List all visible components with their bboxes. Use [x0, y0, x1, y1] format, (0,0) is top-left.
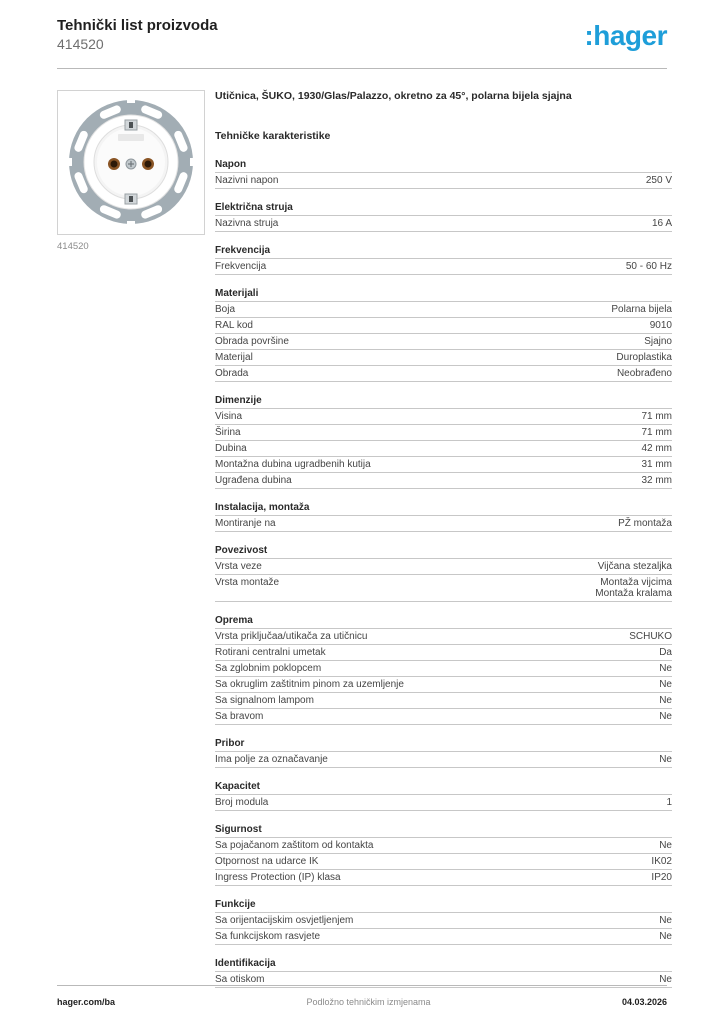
page-footer — [57, 997, 667, 1007]
spec-row — [215, 929, 672, 945]
spec-row-label: Otpornost na udarce IK — [215, 856, 319, 867]
spec-row-value: Ne — [659, 695, 672, 706]
spec-section-title: Električna struja — [215, 202, 672, 216]
spec-row-label: Sa okruglim zaštitnim pinom za uzemljenje — [215, 679, 404, 690]
spec-section-title: Instalacija, montaža — [215, 502, 672, 516]
spec-section — [215, 824, 672, 886]
spec-section-title: Oprema — [215, 615, 672, 629]
spec-row-label: Sa zglobnim poklopcem — [215, 663, 322, 674]
spec-row — [215, 216, 672, 232]
spec-row-label: Vrsta veze — [215, 561, 262, 572]
spec-row-label: Širina — [215, 427, 241, 438]
spec-row-value: SCHUKO — [629, 631, 672, 642]
spec-section-title: Kapacitet — [215, 781, 672, 795]
spec-section-title: Funkcije — [215, 899, 672, 913]
spec-row — [215, 559, 672, 575]
spec-section — [215, 958, 672, 988]
spec-row — [215, 350, 672, 366]
spec-row — [215, 709, 672, 725]
spec-row — [215, 334, 672, 350]
spec-row-label: Nazivna struja — [215, 218, 279, 229]
spec-row-label: Frekvencija — [215, 261, 267, 272]
footer-notice: Podložno tehničkim izmjenama — [306, 997, 431, 1007]
spec-row-label: Obrada površine — [215, 336, 289, 347]
spec-row-value: Duroplastika — [616, 352, 672, 363]
spec-row — [215, 752, 672, 768]
spec-row-label: Broj modula — [215, 797, 269, 808]
spec-section-title: Napon — [215, 159, 672, 173]
spec-section-title: Dimenzije — [215, 395, 672, 409]
spec-section-title: Povezivost — [215, 545, 672, 559]
spec-row — [215, 661, 672, 677]
spec-row — [215, 854, 672, 870]
spec-row-label: Vrsta priključaa/utikača za utičnicu — [215, 631, 368, 642]
spec-row-label: Sa pojačanom zaštitom od kontakta — [215, 840, 374, 851]
spec-row-value: Ne — [659, 679, 672, 690]
spec-row-value: 9010 — [649, 320, 672, 331]
spec-section — [215, 899, 672, 945]
spec-row — [215, 838, 672, 854]
spec-row-value: IP20 — [651, 872, 672, 883]
spec-row — [215, 441, 672, 457]
spec-section — [215, 395, 672, 489]
footer-website: hager.com/ba — [57, 997, 116, 1007]
spec-row-label: Ugrađena dubina — [215, 475, 292, 486]
spec-section-title: Sigurnost — [215, 824, 672, 838]
footer-divider — [57, 985, 667, 986]
footer-date: 04.03.2026 — [621, 997, 667, 1007]
spec-row-label: Materijal — [215, 352, 253, 363]
document-product-number: 414520 — [57, 36, 104, 52]
spec-section — [215, 502, 672, 532]
spec-row — [215, 516, 672, 532]
spec-row-value: 16 A — [651, 218, 672, 229]
product-image-frame — [57, 90, 205, 235]
spec-row-value: 71 mm — [641, 411, 672, 422]
spec-sections — [215, 159, 672, 988]
schuko-socket-image — [61, 94, 201, 231]
spec-row-value: Ne — [659, 754, 672, 765]
spec-section — [215, 288, 672, 382]
spec-row — [215, 425, 672, 441]
spec-row-label: Ingress Protection (IP) klasa — [215, 872, 341, 883]
spec-row — [215, 457, 672, 473]
spec-row-value: 1 — [666, 797, 672, 808]
spec-section-title: Materijali — [215, 288, 672, 302]
spec-section — [215, 738, 672, 768]
spec-row-value: Ne — [659, 840, 672, 851]
spec-row-value: PŽ montaža — [618, 518, 672, 529]
characteristics-heading: Tehničke karakteristike — [215, 130, 331, 142]
spec-row — [215, 302, 672, 318]
spec-row-label: Rotirani centralni umetak — [215, 647, 326, 658]
spec-section-title: Pribor — [215, 738, 672, 752]
spec-row-value: Sjajno — [644, 336, 672, 347]
spec-row-label: Nazivni napon — [215, 175, 279, 186]
spec-row — [215, 318, 672, 334]
spec-row-label: Boja — [215, 304, 236, 315]
spec-row — [215, 677, 672, 693]
spec-row-label: Sa otiskom — [215, 974, 265, 985]
spec-row-label: Visina — [215, 411, 243, 422]
spec-section — [215, 781, 672, 811]
header-divider — [57, 68, 667, 69]
spec-row — [215, 409, 672, 425]
spec-row-label: Obrada — [215, 368, 249, 379]
spec-row — [215, 629, 672, 645]
spec-row-value: Da — [659, 647, 672, 658]
spec-row — [215, 870, 672, 886]
spec-row-value: 71 mm — [641, 427, 672, 438]
spec-row-value: Ne — [659, 974, 672, 985]
product-image-caption: 414520 — [57, 241, 89, 252]
spec-row-value: Neobrađeno — [616, 368, 672, 379]
spec-section — [215, 245, 672, 275]
spec-row-label: Ima polje za označavanje — [215, 754, 328, 765]
spec-section-title: Frekvencija — [215, 245, 672, 259]
spec-row-value: Ne — [659, 915, 672, 926]
content — [57, 90, 672, 1001]
spec-row-value: 31 mm — [641, 459, 672, 470]
spec-row-value: Vijčana stezaljka — [597, 561, 672, 572]
spec-row-value: Polarna bijela — [611, 304, 672, 315]
spec-section-title: Identifikacija — [215, 958, 672, 972]
spec-row-value: IK02 — [651, 856, 672, 867]
spec-row — [215, 693, 672, 709]
spec-row — [215, 473, 672, 489]
spec-section — [215, 615, 672, 725]
spec-row — [215, 795, 672, 811]
document-title: Tehnički list proizvoda — [57, 17, 218, 34]
spec-row-value: 250 V — [645, 175, 672, 186]
spec-section — [215, 159, 672, 189]
spec-row — [215, 913, 672, 929]
spec-column — [215, 90, 672, 1001]
spec-row-label: Sa signalnom lampom — [215, 695, 314, 706]
spec-row-value: Ne — [659, 711, 672, 722]
hager-logo: :hager — [584, 20, 667, 51]
page-header — [57, 16, 667, 53]
spec-row-value: Ne — [659, 931, 672, 942]
spec-row-label: Sa bravom — [215, 711, 264, 722]
spec-row-label: Dubina — [215, 443, 247, 454]
spec-section — [215, 545, 672, 602]
spec-section — [215, 202, 672, 232]
product-title: Utičnica, ŠUKO, 1930/Glas/Palazzo, okretno za 45°, polarna bijela sjajna — [215, 90, 572, 102]
spec-row-value: 50 - 60 Hz — [625, 261, 672, 272]
spec-row-label: Vrsta montaže — [215, 577, 280, 588]
spec-row — [215, 575, 672, 602]
spec-row-label: Sa orijentacijskim osvjetljenjem — [215, 915, 354, 926]
spec-row-value: Montaža vijcima Montaža kralama — [595, 577, 672, 599]
spec-row-label: Sa funkcijskom rasvjete — [215, 931, 321, 942]
spec-row-value: 32 mm — [641, 475, 672, 486]
product-image-column — [57, 90, 205, 1001]
spec-row-value: Ne — [659, 663, 672, 674]
spec-row — [215, 645, 672, 661]
spec-row-label: RAL kod — [215, 320, 253, 331]
spec-row-label: Montažna dubina ugradbenih kutija — [215, 459, 371, 470]
spec-row — [215, 259, 672, 275]
spec-row-value: 42 mm — [641, 443, 672, 454]
spec-row-label: Montiranje na — [215, 518, 276, 529]
spec-row — [215, 173, 672, 189]
spec-row — [215, 366, 672, 382]
